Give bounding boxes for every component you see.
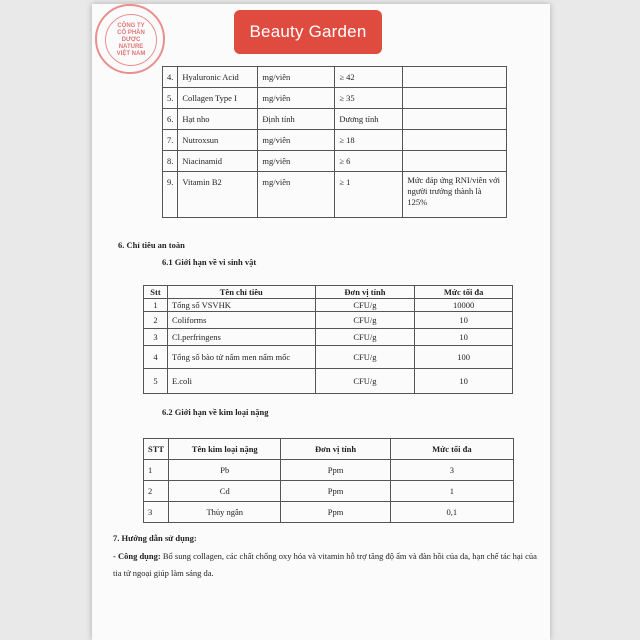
stamp-line: CỔ PHẦN [117,29,145,36]
table-row [144,346,513,369]
table-row [144,312,513,329]
heavy-metal-table [143,438,514,523]
ingredient-value: ≥ 35 [335,88,403,109]
row-number: 6. [163,109,178,130]
column-header: Đơn vị tính [315,286,415,299]
indicator-name: Cl.perfringens [167,329,315,346]
metal-name: Cd [169,481,281,502]
ingredient-note [403,130,507,151]
metal-unit: Ppm [281,460,390,481]
row-number: 4. [163,67,178,88]
metal-unit: Ppm [281,481,390,502]
row-number: 3 [144,502,169,523]
section-title-safety: 6. Chỉ tiêu an toàn [118,240,185,250]
row-number: 7. [163,130,178,151]
table-row [144,502,514,523]
usage-paragraph [113,548,538,582]
subsection-title-micro: 6.1 Giới hạn về vi sinh vật [162,257,257,267]
indicator-name: Tổng số VSVHK [167,299,315,312]
column-header: Mức tối đa [415,286,513,299]
row-number: 2 [144,481,169,502]
ingredient-name: Vitamin B2 [178,172,258,218]
ingredient-value: ≥ 18 [335,130,403,151]
brand-banner: Beauty Garden [234,10,382,54]
table-row [163,109,507,130]
ingredient-name: Hyaluronic Acid [178,67,258,88]
ingredient-unit: mg/viên [258,151,335,172]
row-number: 1 [144,299,168,312]
indicator-max: 100 [415,346,513,369]
row-number: 4 [144,346,168,369]
stamp-inner [105,14,157,66]
usage-label: - Công dụng: [113,551,161,561]
table-row [163,67,507,88]
table-row [163,130,507,151]
indicator-max: 10 [415,369,513,394]
indicator-max: 10 [415,312,513,329]
ingredient-value: ≥ 6 [335,151,403,172]
table-header-row [144,439,514,460]
ingredient-unit: mg/viên [258,88,335,109]
row-number: 9. [163,172,178,218]
ingredient-name: Collagen Type I [178,88,258,109]
metal-name: Pb [169,460,281,481]
ingredient-note [403,109,507,130]
ingredient-unit: mg/viên [258,67,335,88]
ingredient-note [403,151,507,172]
company-stamp [95,4,165,74]
stamp-line: NATURE [118,43,144,50]
row-number: 8. [163,151,178,172]
table-row [163,88,507,109]
ingredient-note [403,67,507,88]
indicator-unit: CFU/g [315,369,415,394]
microbe-table [143,285,513,394]
indicator-name: Coliforms [167,312,315,329]
metal-max: 1 [390,481,513,502]
table-header-row [144,286,513,299]
indicator-unit: CFU/g [315,329,415,346]
usage-text: Bổ sung collagen, các chất chống oxy hóa và vitamin hỗ trợ tăng độ ẩm và đàn hồi của da, hạn chế tác hại của tia tử ngoại giúp làm sáng da. [113,551,537,578]
ingredient-unit: Định tính [258,109,335,130]
ingredient-unit: mg/viên [258,130,335,151]
stamp-line: DƯỢC [121,36,141,43]
indicator-max: 10000 [415,299,513,312]
indicator-name: E.coli [167,369,315,394]
ingredient-value: ≥ 42 [335,67,403,88]
indicator-max: 10 [415,329,513,346]
section-title-usage: 7. Hướng dẫn sử dụng: [113,533,197,543]
ingredients-table [162,66,507,218]
ingredient-value: Dương tính [335,109,403,130]
ingredient-name: Niacinamid [178,151,258,172]
column-header: Stt [144,286,168,299]
ingredient-name: Nutroxsun [178,130,258,151]
metal-max: 3 [390,460,513,481]
indicator-unit: CFU/g [315,346,415,369]
row-number: 2 [144,312,168,329]
column-header: Mức tối đa [390,439,513,460]
table-row [144,329,513,346]
metal-max: 0,1 [390,502,513,523]
indicator-unit: CFU/g [315,299,415,312]
row-number: 1 [144,460,169,481]
row-number: 5. [163,88,178,109]
column-header: Đơn vị tính [281,439,390,460]
table-row [144,481,514,502]
ingredient-note: Mức đáp ứng RNI/viên với người trưởng thành là 125% [403,172,507,218]
metal-unit: Ppm [281,502,390,523]
column-header: Tên chỉ tiêu [167,286,315,299]
table-row [163,151,507,172]
ingredient-name: Hạt nho [178,109,258,130]
column-header: STT [144,439,169,460]
table-row [144,369,513,394]
table-row [144,299,513,312]
subsection-title-metal: 6.2 Giới hạn về kim loại nặng [162,407,269,417]
stamp-line: CÔNG TY [117,22,145,29]
metal-name: Thủy ngân [169,502,281,523]
table-row [144,460,514,481]
row-number: 5 [144,369,168,394]
row-number: 3 [144,329,168,346]
indicator-unit: CFU/g [315,312,415,329]
ingredient-note [403,88,507,109]
indicator-name: Tổng số bào tử nấm men nấm mốc [167,346,315,369]
table-row [163,172,507,218]
ingredient-unit: mg/viên [258,172,335,218]
column-header: Tên kim loại nặng [169,439,281,460]
stamp-line: VIỆT NAM [116,50,146,57]
ingredient-value: ≥ 1 [335,172,403,218]
